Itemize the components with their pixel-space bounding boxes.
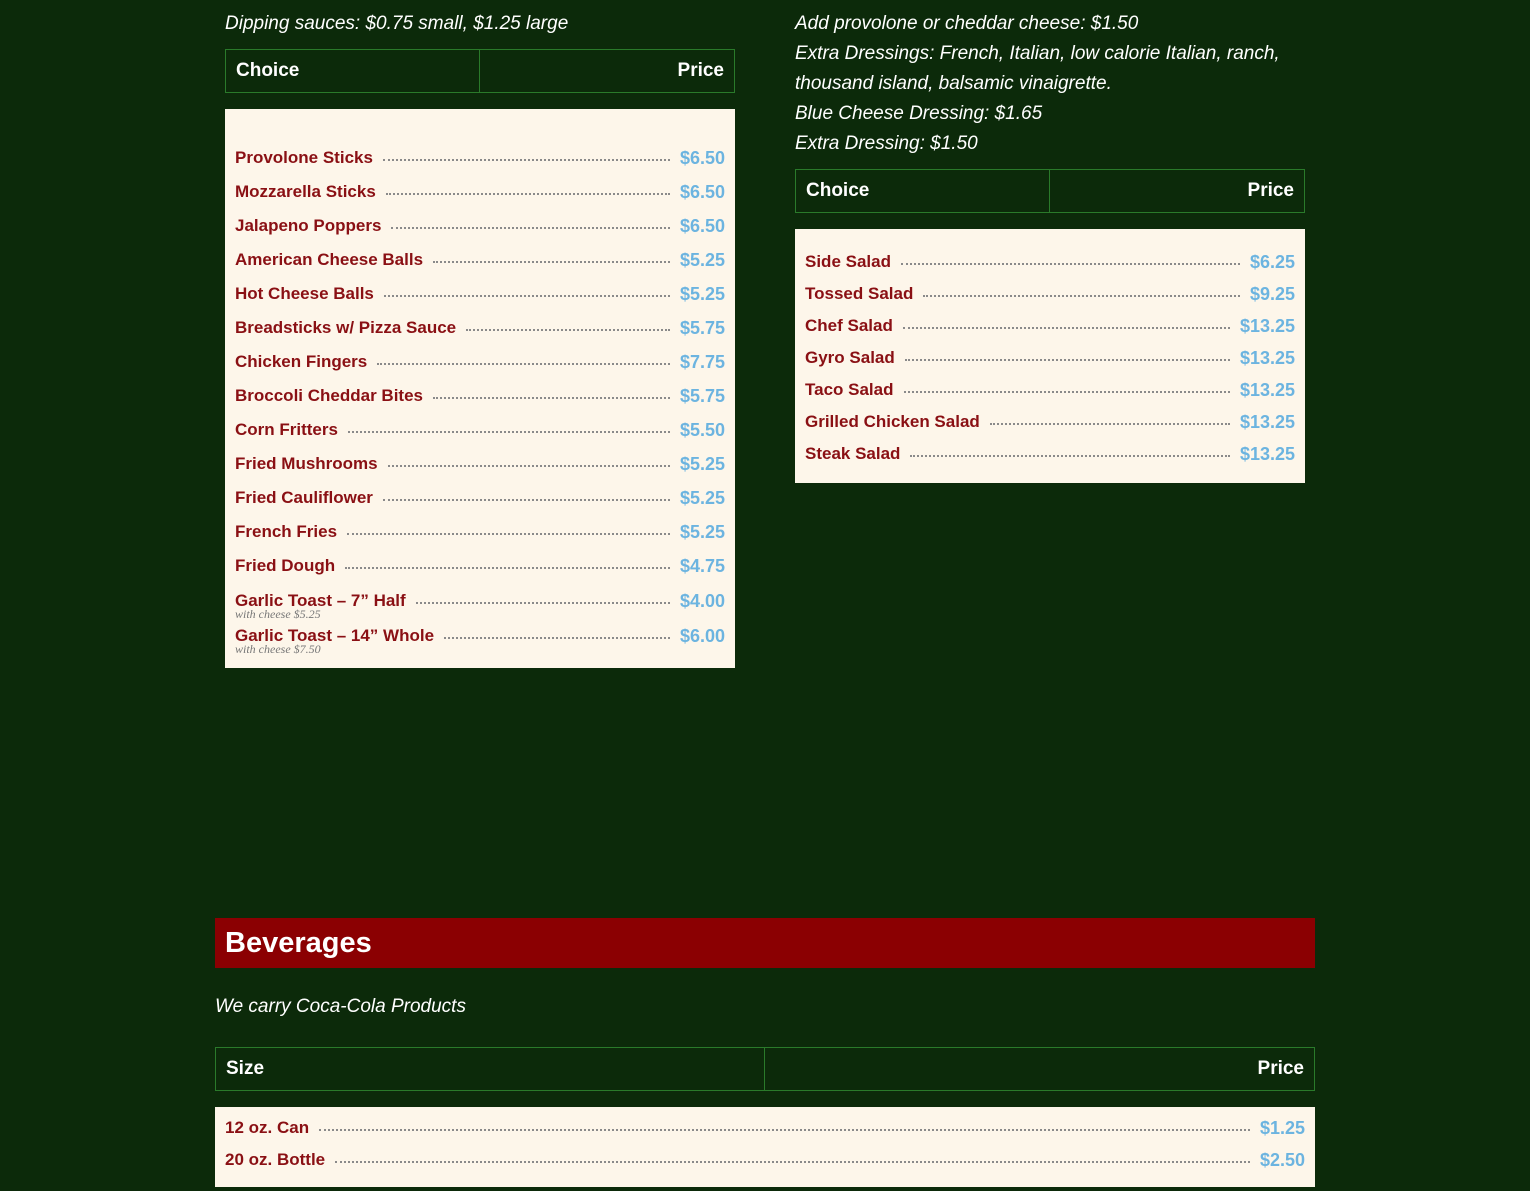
menu-item-row xyxy=(795,241,1305,273)
item-name: Grilled Chicken Salad xyxy=(805,412,980,431)
menu-item-row xyxy=(225,407,735,441)
item-name: Gyro Salad xyxy=(805,348,895,367)
menu-item-row xyxy=(225,339,735,373)
item-price: $6.00 xyxy=(679,626,725,646)
item-price: $5.50 xyxy=(679,420,725,440)
price-header: Price xyxy=(1257,1058,1304,1079)
price-header: Price xyxy=(677,60,724,81)
dipping-sauces-note: Dipping sauces: $0.75 small, $1.25 large xyxy=(225,13,569,34)
item-price: $5.75 xyxy=(679,318,725,338)
menu-item-row xyxy=(225,271,735,305)
item-price: $13.25 xyxy=(1239,316,1295,336)
salads-table-header xyxy=(795,169,1305,213)
item-price: $1.25 xyxy=(1259,1118,1305,1138)
item-name: Side Salad xyxy=(805,252,891,271)
item-name: Chef Salad xyxy=(805,316,893,335)
size-header: Size xyxy=(216,1048,765,1090)
item-price: $4.75 xyxy=(679,556,725,576)
dot-leader xyxy=(910,455,1229,457)
salads-list xyxy=(795,229,1305,483)
beverages-note: We carry Coca-Cola Products xyxy=(215,996,466,1017)
item-name: Fried Mushrooms xyxy=(235,454,378,473)
item-name: Hot Cheese Balls xyxy=(235,284,374,303)
menu-item-row xyxy=(225,135,735,169)
item-price: $5.25 xyxy=(679,522,725,542)
item-name: Steak Salad xyxy=(805,444,901,463)
dot-leader xyxy=(466,329,670,331)
item-price: $5.25 xyxy=(679,250,725,270)
item-name: French Fries xyxy=(235,522,338,541)
beverages-list xyxy=(215,1107,1315,1187)
menu-item-row xyxy=(215,1139,1315,1171)
menu-item-row xyxy=(795,433,1305,465)
item-name: Garlic Toast – 14” Whole xyxy=(235,626,435,645)
item-price: $6.25 xyxy=(1249,252,1295,272)
appetizers-section xyxy=(225,9,735,668)
salad-note-cheese: Add provolone or cheddar cheese: $1.50 xyxy=(795,13,1139,34)
dot-leader xyxy=(377,363,670,365)
dot-leader xyxy=(905,359,1230,361)
salads-section xyxy=(795,9,1305,483)
salad-note-dressings: Extra Dressings: French, Italian, low calorie Italian, ranch, thousand island, balsamic vinaigrette. xyxy=(795,43,1280,94)
item-price: $6.50 xyxy=(679,148,725,168)
choice-header: Choice xyxy=(226,50,480,92)
item-price: $2.50 xyxy=(1259,1150,1305,1170)
beverages-table xyxy=(215,1047,1315,1187)
dot-leader xyxy=(388,465,670,467)
beverages-title: Beverages xyxy=(225,926,372,959)
dot-leader xyxy=(345,567,670,569)
item-price: $13.25 xyxy=(1239,348,1295,368)
appetizers-list xyxy=(225,109,735,668)
menu-item-row xyxy=(795,369,1305,401)
item-price: $6.50 xyxy=(679,182,725,202)
item-price: $4.00 xyxy=(679,591,725,611)
item-name: Fried Dough xyxy=(235,556,336,575)
dot-leader xyxy=(348,431,670,433)
dot-leader xyxy=(383,499,670,501)
salad-note-extra-dressing: Extra Dressing: $1.50 xyxy=(795,133,978,154)
item-name: Garlic Toast – 7” Half xyxy=(235,591,406,610)
item-name: Jalapeno Poppers xyxy=(235,216,382,235)
choice-header: Choice xyxy=(796,170,1050,212)
item-price: $13.25 xyxy=(1239,380,1295,400)
item-price: $13.25 xyxy=(1239,444,1295,464)
menu-item-row xyxy=(225,237,735,271)
menu-item-row xyxy=(225,169,735,203)
item-name: Provolone Sticks xyxy=(235,148,373,167)
dot-leader xyxy=(901,263,1240,265)
item-name: 20 oz. Bottle xyxy=(225,1150,326,1169)
item-price: $5.25 xyxy=(679,454,725,474)
beverages-table-header xyxy=(215,1047,1315,1091)
item-name: Corn Fritters xyxy=(235,420,338,439)
item-name: Taco Salad xyxy=(805,380,894,399)
dot-leader xyxy=(903,327,1230,329)
menu-item-row xyxy=(225,441,735,475)
menu-item-row xyxy=(225,305,735,339)
dot-leader xyxy=(384,295,670,297)
dot-leader xyxy=(444,637,670,639)
item-price: $9.25 xyxy=(1249,284,1295,304)
dot-leader xyxy=(335,1161,1250,1163)
item-subnote: with cheese $7.50 xyxy=(235,642,321,656)
item-price: $5.25 xyxy=(679,284,725,304)
dot-leader xyxy=(433,261,670,263)
dot-leader xyxy=(383,159,670,161)
menu-item-row xyxy=(225,543,735,577)
item-name: Tossed Salad xyxy=(805,284,914,303)
item-name: Chicken Fingers xyxy=(235,352,368,371)
menu-item-row xyxy=(795,337,1305,369)
menu-item-row xyxy=(225,203,735,237)
item-price: $6.50 xyxy=(679,216,725,236)
item-price: $13.25 xyxy=(1239,412,1295,432)
menu-item-row xyxy=(795,305,1305,337)
dot-leader xyxy=(319,1129,1250,1131)
menu-item-row xyxy=(225,509,735,543)
menu-item-row xyxy=(225,577,735,621)
beverages-banner xyxy=(215,918,1315,968)
menu-item-row xyxy=(225,612,735,656)
dot-leader xyxy=(386,193,670,195)
appetizers-table-header xyxy=(225,49,735,93)
item-price: $5.25 xyxy=(679,488,725,508)
item-subnote: with cheese $5.25 xyxy=(235,607,321,621)
dot-leader xyxy=(923,295,1240,297)
dot-leader xyxy=(416,602,670,604)
dot-leader xyxy=(433,397,670,399)
menu-item-row xyxy=(215,1107,1315,1139)
salad-note-blue-cheese: Blue Cheese Dressing: $1.65 xyxy=(795,103,1043,124)
item-name: Mozzarella Sticks xyxy=(235,182,376,201)
item-name: Breadsticks w/ Pizza Sauce xyxy=(235,318,457,337)
item-price: $5.75 xyxy=(679,386,725,406)
item-name: Fried Cauliflower xyxy=(235,488,373,507)
item-price: $7.75 xyxy=(679,352,725,372)
dot-leader xyxy=(347,533,670,535)
dot-leader xyxy=(904,391,1230,393)
dot-leader xyxy=(990,423,1230,425)
item-name: Broccoli Cheddar Bites xyxy=(235,386,423,405)
item-name: 12 oz. Can xyxy=(225,1118,310,1137)
price-header: Price xyxy=(1247,180,1294,201)
menu-item-row xyxy=(795,273,1305,305)
item-name: American Cheese Balls xyxy=(235,250,424,269)
menu-item-row xyxy=(795,401,1305,433)
menu-item-row xyxy=(225,373,735,407)
menu-item-row xyxy=(225,475,735,509)
dot-leader xyxy=(391,227,670,229)
